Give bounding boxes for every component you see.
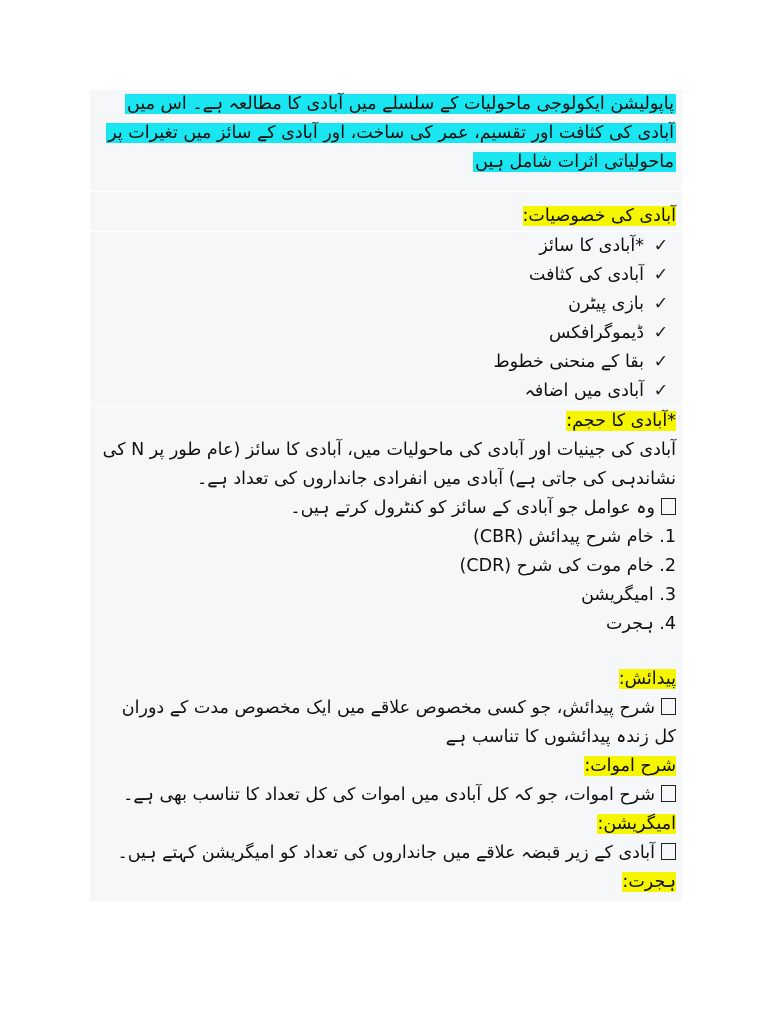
bullet-box-icon: [661, 785, 676, 802]
intro-line-1: پاپولیشن ایکولوجی ماحولیات کے سلسلے میں آبادی کا مطالعہ ہے۔ اس میں: [127, 94, 674, 114]
list-item: ✓آبادی کی کثافت: [96, 261, 672, 290]
birth-heading: پیدائش:: [618, 669, 676, 689]
list-item: ✓*آبادی کا سائز: [96, 232, 672, 261]
characteristics-list: [90, 232, 682, 406]
factor-item: 2. خام موت کی شرح (CDR): [459, 556, 676, 576]
immigration-heading: امیگریشن:: [597, 814, 676, 834]
bullet-box-icon: [661, 698, 676, 715]
factor-item: 3. امیگریشن: [581, 585, 676, 605]
size-paragraph-line-2: نشاندہی کی جاتی ہے) آبادی میں انفرادی جانداروں کی تعداد ہے۔: [197, 469, 676, 489]
check-icon: ✓: [653, 352, 669, 372]
size-heading: *آبادی کا حجم:: [566, 411, 676, 431]
list-item: ✓بازی پیٹرن: [96, 290, 672, 319]
death-line-1: شرح اموات، جو کہ کل آبادی میں اموات کی کل تعداد کا تناسب بھی ہے۔: [123, 785, 655, 805]
intro-line-2: آبادی کی کثافت اور تقسیم، عمر کی ساخت، اور آبادی کے سائز میں تغیرات پر: [108, 123, 674, 143]
birth-line-1: شرح پیدائش، جو کسی مخصوص علاقے میں ایک مخصوص مدت کے دوران: [121, 698, 655, 718]
immigration-line-1: آبادی کے زیر قبضہ علاقے میں جانداروں کی تعداد کو امیگریشن کہتے ہیں۔: [117, 843, 655, 863]
check-icon: ✓: [653, 294, 669, 314]
size-section: [90, 407, 682, 901]
list-item: ✓ڈیموگرافکس: [96, 319, 672, 348]
bullet-box-icon: [661, 843, 676, 860]
characteristics-heading: آبادی کی خصوصیات:: [522, 206, 676, 226]
factor-item: 4. ہجرت: [606, 614, 676, 634]
bullet-box-icon: [661, 498, 676, 515]
death-heading: شرح اموات:: [584, 756, 676, 776]
check-icon: ✓: [653, 381, 669, 401]
birth-line-2: کل زندہ پیدائشوں کا تناسب ہے: [445, 727, 676, 747]
emigration-heading: ہجرت:: [622, 872, 676, 892]
intro-line-3: ماحولیاتی اثرات شامل ہیں: [475, 152, 674, 172]
check-icon: ✓: [653, 265, 669, 285]
factor-item: 1. خام شرح پیدائش (CBR): [473, 527, 676, 547]
size-paragraph-line-1: آبادی کی جینیات اور آبادی کی ماحولیات میں، آبادی کا سائز (عام طور پر N کی: [102, 440, 676, 460]
characteristics-heading-block: [90, 192, 682, 231]
document-page: [90, 90, 682, 901]
check-icon: ✓: [653, 236, 669, 256]
list-item: ✓بقا کے منحنی خطوط: [96, 348, 672, 377]
list-item: ✓آبادی میں اضافہ: [96, 377, 672, 406]
intro-block: [90, 90, 682, 191]
check-icon: ✓: [653, 323, 669, 343]
factors-intro: وہ عوامل جو آبادی کے سائز کو کنٹرول کرتے ہیں۔: [290, 498, 655, 518]
